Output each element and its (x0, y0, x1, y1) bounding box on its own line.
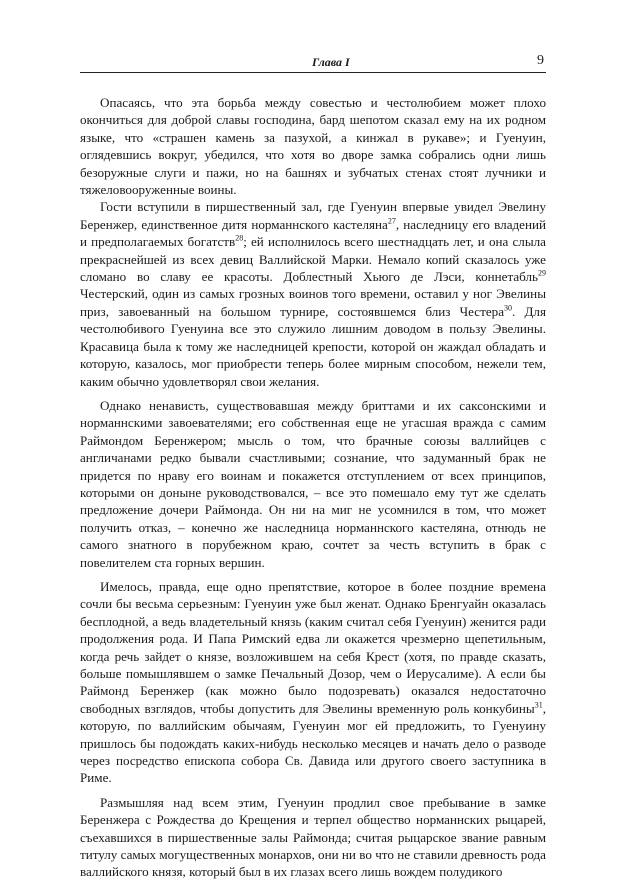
paragraph (80, 94, 546, 198)
text-run: , наследницу его владений и предполагаемых богатств (80, 216, 546, 250)
text-run: ; ей исполнилось всего шестнадцать лет, и она слыла прекраснейшей из всех девиц Валлийской Марки. Немало копий сказалось уже сломано во славу ее красоты. Доблестный Хьюго де Лэси, коннетабль (80, 234, 546, 285)
text-run: Честерский, один из самых грозных воинов того времени, оставил у ног Эвелины приз, завоеванный на большом турнире, состоявшемся близ Честера (80, 286, 546, 319)
text-run: Однако ненависть, существовавшая между бриттами и их саксонскими и норманнскими завоевателями; его собственная еще не угасшая вражда с самим Раймондом Беренжером; мысль о том, что брачные союзы валлийцев с англичанами редко бывали счастливыми; сознание, что задуманный брак не придется по нраву его воинам и покажется отступлением от всех принципов, которыми он доныне руководствовался, – все это помешало ему тут же сделать предложение дочери Раймонда. Он ни на миг не усомнился в том, что может получить отказ, – конечно же наследница норманнского кастеляна, отнюдь не самого знатного в порубежном краю, сочтет за честь вступить в брак с повелителем ста горных вершин. (80, 397, 546, 570)
chapter-title: Глава I (312, 55, 350, 69)
text-run: Размышляя над всем этим, Гуенуин продлил свое пребывание в замке Беренжера с Рождества до Крещения и терпел общество норманнских рыцарей, съехавшихся в пиршественные залы Раймонда; считая рыцарское звание равным титулу самых могущественных монархов, они ни во что не ставили древность рода валлийского князя, который был в их глазах всего лишь вождем полудикого (80, 794, 546, 880)
footnote-marker: 30 (504, 303, 513, 313)
footnote-marker: 29 (538, 268, 546, 278)
footnote-marker: 28 (235, 233, 244, 243)
paragraph (80, 198, 546, 389)
text-run: Имелось, правда, еще одно препятствие, которое в более поздние времена сочли бы весьма серьезным: Гуенуин уже был женат. Однако Бренгуайн оказалась бесплодной, а ведь владетельный князь (каким считал себя Гуенуин) женится ради продолжения рода. И Папа Римский едва ли окажется чрезмерно щепетильным, когда речь зайдет о князе, возложившем на себя Крест (хотя, по правде сказать, больше помышлявшем о замке Печальный Дозор, чем о Иерусалиме). А если бы Раймонд Беренжер (как можно было подозревать) оказался недостаточно свободных взглядов, чтобы допустить для Эвелины временную роль конкубины (80, 578, 546, 716)
footnote-marker: 31 (534, 700, 543, 710)
text-run: , которую, по валлийским обычаям, Гуенуин мог ей предложить, то Гуенуину пришлось бы подождать каких-нибудь несколько месяцев и начать дело о разводе через посредство епископа собора Св. Давида или другого своего заступника в Риме. (80, 700, 546, 786)
paragraph (80, 578, 546, 787)
paragraph (80, 794, 546, 881)
body-text (80, 94, 546, 881)
text-run: Опасаясь, что эта борьба между совестью и честолюбием может плохо окончиться для доброй славы господина, бард шепотом сказал ему на их родном языке, что «страшен камень за пазухой, а кинжал в рукаве»; и Гуенуин, оглядевшись вокруг, убедился, что хотя во дворе замка собрались одни лишь безоружные слуги и пажи, но на башнях и зубчатых стенах стоят лучники и тяжеловооруженные воины. (80, 95, 546, 198)
page-number: 9 (537, 53, 544, 68)
footnote-marker: 27 (387, 216, 396, 226)
text-run: . Для честолюбивого Гуенуина все это служило лишним доводом в пользу Эвелины. Красавица была к тому же наследницей крепости, которой он жаждал обладать и которую, казалось, мог приобрести теперь более мирным способом, нежели тем, каким обычно удовлетворял свои желания. (80, 303, 546, 389)
text-run: Гости вступили в пиршественный зал, где Гуенуин впервые увидел Эвелину Беренжер, единственное дитя норманнского кастеляна (80, 199, 546, 232)
running-header (80, 52, 546, 73)
paragraph (80, 397, 546, 571)
